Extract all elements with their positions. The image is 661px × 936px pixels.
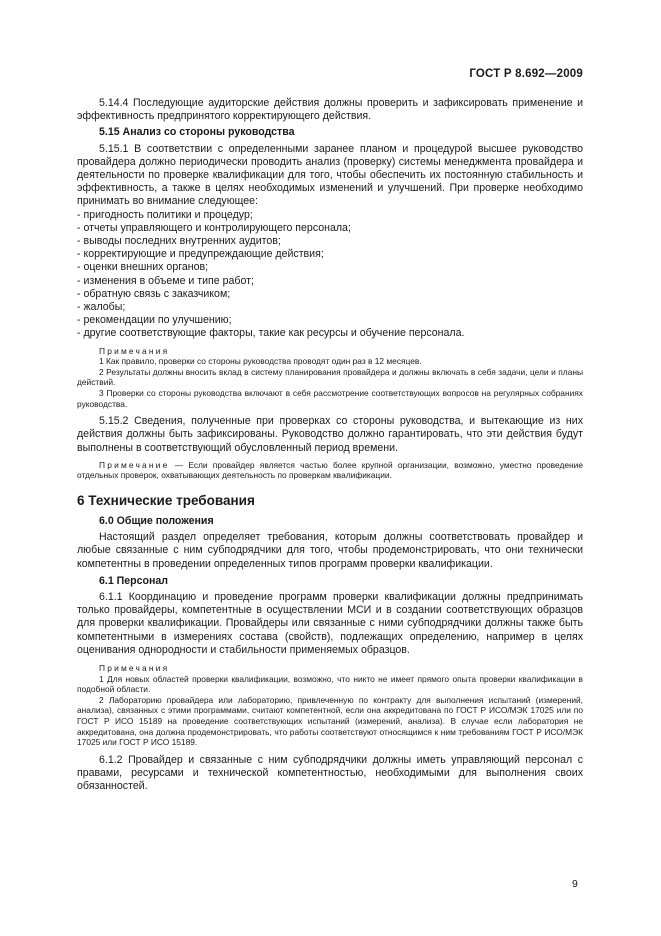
- page-number: 9: [572, 878, 578, 890]
- list-item: - изменения в объеме и типе работ;: [77, 274, 254, 287]
- note-item: 1 Для новых областей проверки квалификации, возможно, что никто не имеет прямого опыта проверки квалификации в подобной области.: [77, 673, 583, 695]
- paragraph-5-15-1: 5.15.1 В соответствии с определенными заранее планом и процедурой высшее руководство провайдера должно периодически проводить анализ (проверку) системы менеджмента провайдера и деятельности по проверке квалификации для того, чтобы обеспечить их постоянную стабильность и эффективность, а также в целях необходимых изменений и улучшений. При проверке необходимо принимать во внимание следующее:: [77, 142, 583, 208]
- document-code-header: ГОСТ Р 8.692—2009: [469, 68, 583, 80]
- list-item: - выводы последних внутренних аудитов;: [77, 235, 281, 248]
- page-content: [77, 97, 583, 793]
- list-item: - обратную связь с заказчиком;: [77, 287, 231, 300]
- list-item: - жалобы;: [77, 301, 126, 314]
- list-item: - корректирующие и предупреждающие действия;: [77, 248, 324, 261]
- note-text: — Если провайдер является частью более крупной организации, возможно, уместно проведение отдельных проверок, охватывающих деятельность по проверкам квалификации.: [77, 459, 583, 481]
- paragraph-5-14-4: 5.14.4 Последующие аудиторские действия должны проверить и зафиксировать применение и эффективность предпринятого корректирующего действия.: [77, 97, 583, 123]
- section-6-heading: 6 Технические требования: [77, 493, 255, 509]
- note-label: Примечание: [99, 459, 170, 470]
- paragraph-6-1-2: 6.1.2 Провайдер и связанные с ним субподрядчики должны иметь управляющий персонал с правами, ресурсами и технической компетентностью, необходимыми для выполнения своих обязанностей.: [77, 753, 583, 793]
- list-item: - отчеты управляющего и контролирующего персонала;: [77, 221, 351, 234]
- note-item: 2 Лабораторию провайдера или лабораторию, привлеченную по контракту для выполнения испытаний (измерений, анализа), связанных с этими программами, считают компетентной, если она аккредитована по ГОСТ Р ИСО/МЭК 17025 или по ГОСТ Р ИСО 15189 на проведение соответствующих испытаний (измерений, анализа). В случае если лаборатория не аккредитована, она должна продемонстрировать, что работы соответствуют относящимся к ним требованиям ГОСТ Р ИСО/МЭК 17025 или ГОСТ Р ИСО 15189.: [77, 694, 583, 748]
- paragraph-6-1-1: 6.1.1 Координацию и проведение программ проверки квалификации должны предпринимать только провайдеры, компетентные в осуществлении МСИ и в создании соответствующих образцов для проверки квалификации. Провайдеры или связанные с ними субподрядчики должны также быть компетентными в измерениях состава (свойств), подлежащих определению, например в целях оценивания однородности и стабильности применяемых образцов.: [77, 591, 583, 656]
- notes-heading: Примечания: [99, 663, 170, 674]
- notes-block-3: [77, 663, 583, 748]
- heading-6-1: 6.1 Персонал: [99, 574, 169, 587]
- list-item: - рекомендации по улучшению;: [77, 314, 232, 327]
- note-item: 3 Проверки со стороны руководства включают в себя рассмотрение соответствующих вопросов на регулярных собраниях руководства.: [77, 388, 583, 409]
- list-item: - оценки внешних органов;: [77, 261, 209, 274]
- notes-block-1: [77, 346, 583, 410]
- heading-5-15: 5.15 Анализ со стороны руководства: [99, 126, 295, 139]
- note-item: 2 Результаты должны вносить вклад в систему планирования провайдера и должны включать в себя задачи, цели и планы действий.: [77, 366, 583, 388]
- list-item: - пригодность политики и процедур;: [77, 208, 253, 221]
- paragraph-5-15-2: 5.15.2 Сведения, полученные при проверках со стороны руководства, и вытекающие из них действия должны быть зафиксированы. Руководство должно гарантировать, что эти действия будут выполнены в соответствующий обусловленный период времени.: [77, 415, 583, 454]
- paragraph-6-0: Настоящий раздел определяет требования, которым должны соответствовать провайдер и любые связанные с ним субподрядчики для того, чтобы продемонстрировать, что они технически компетентны в проведении определенных типов программ проверки квалификации.: [77, 531, 583, 570]
- note-item: [77, 460, 583, 481]
- note-item: 1 Как правило, проверки со стороны руководства проводят один раз в 12 месяцев.: [99, 356, 422, 367]
- heading-6-0: 6.0 Общие положения: [99, 515, 214, 528]
- list-item: - другие соответствующие факторы, такие как ресурсы и обучение персонала.: [77, 327, 465, 340]
- review-items-list: [77, 209, 583, 341]
- notes-heading: Примечания: [99, 345, 170, 356]
- note-block-2: [77, 460, 583, 481]
